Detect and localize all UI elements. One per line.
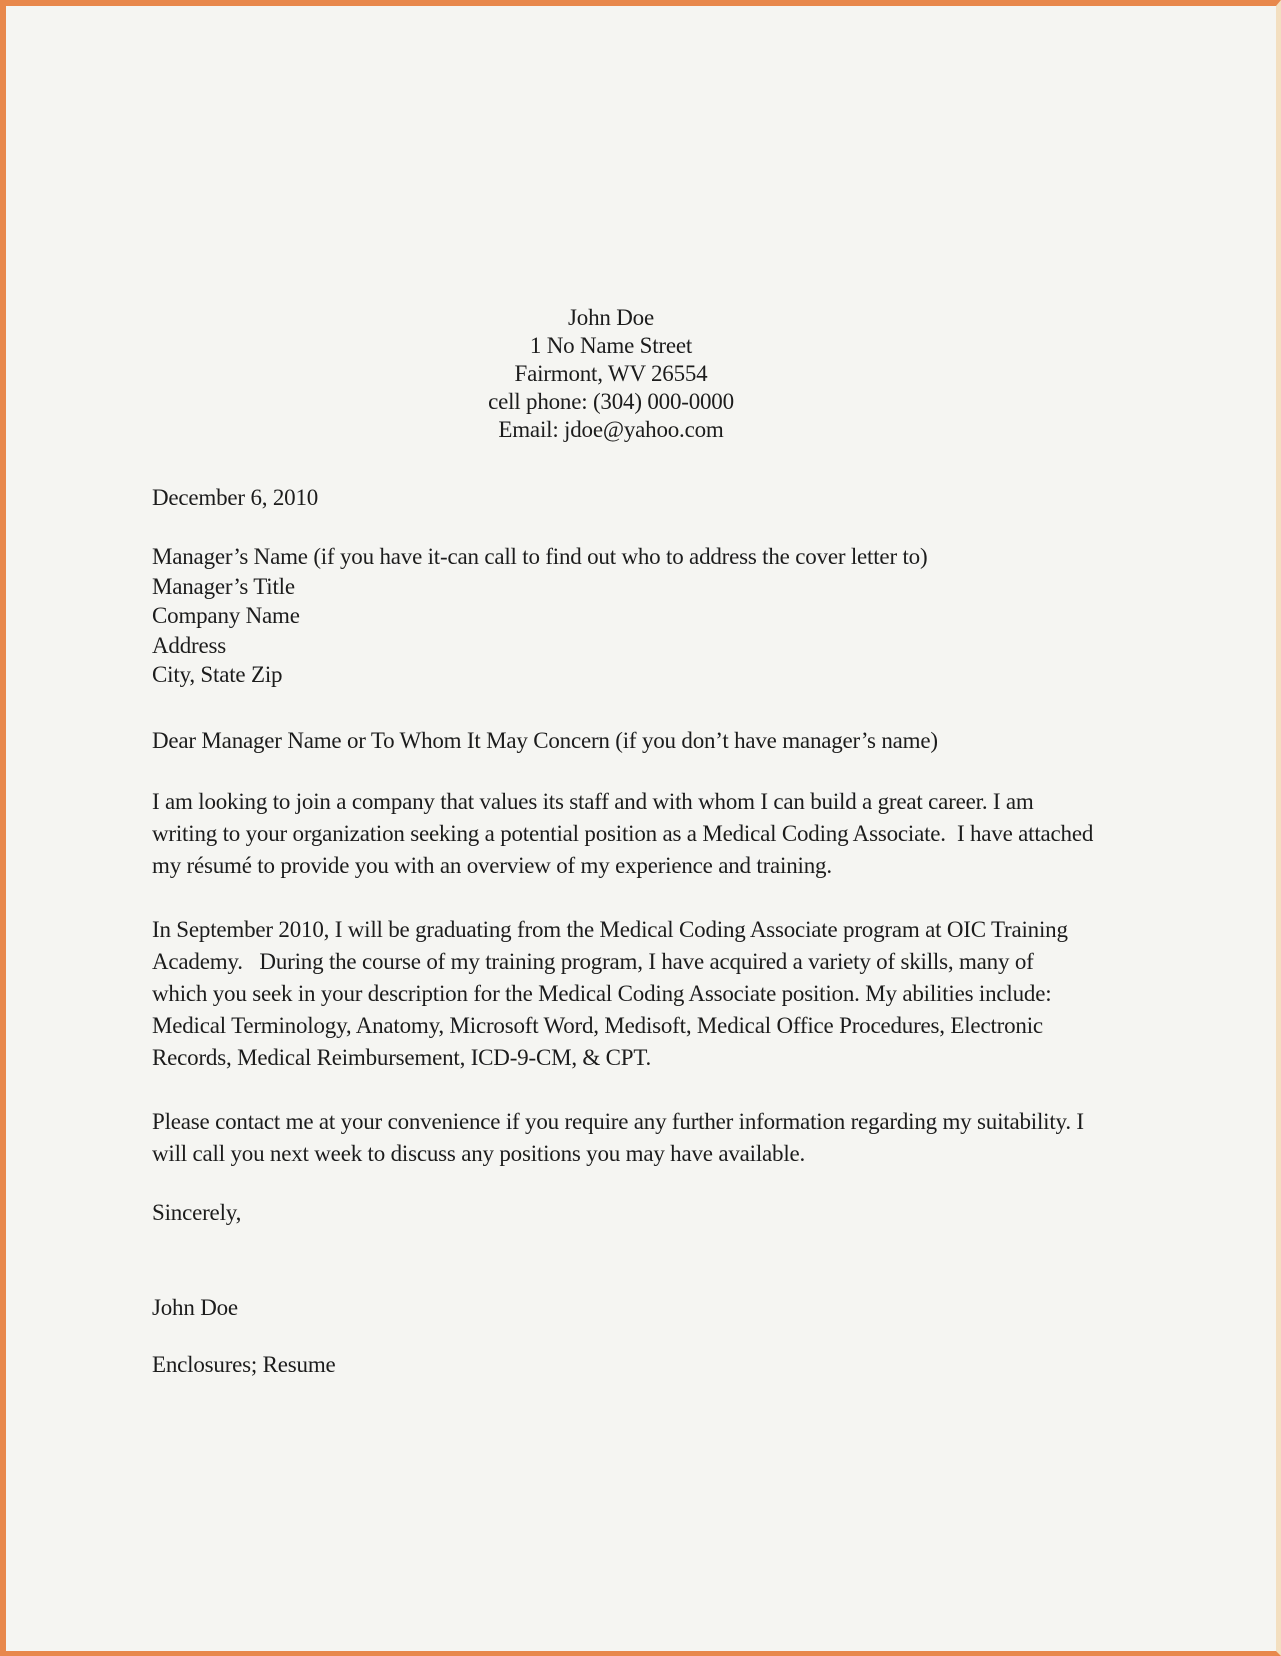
salutation-line: Dear Manager Name or To Whom It May Concern (if you don’t have manager’s name) [152, 727, 938, 753]
recipient-address-block [152, 542, 1094, 690]
signature-name: John Doe [152, 1294, 238, 1320]
sender-city-state-zip: Fairmont, WV 26554 [514, 361, 708, 386]
sender-name: John Doe [568, 305, 654, 330]
paragraph-intro: I am looking to join a company that values its staff and with whom I can build a great career. I am writing to your organization seeking a potential position as a Medical Coding Associate. I have attached my résumé to provide you with an overview of my experience and training. [152, 788, 1099, 878]
paragraph-qualifications: In September 2010, I will be graduating from the Medical Coding Associate program at OIC Training Academy. During the course of my training program, I have acquired a variety of skills, many of which you seek in your description for the Medical Coding Associate position. My abilities include: Medical Terminology, Anatomy, Microsoft Word, Medisoft, Medical Office Procedures, Electronic Records, Medical Reimbursement, ICD-9-CM, & CPT. [152, 916, 1073, 1070]
sender-street: 1 No Name Street [529, 333, 693, 358]
paragraph-follow-up: Please contact me at your convenience if you require any further information regarding my suitability. I will call you next week to discuss any positions you may have available. [152, 1108, 1090, 1166]
recipient-city-state-zip: City, State Zip [152, 662, 283, 687]
recipient-company-name: Company Name [152, 603, 300, 628]
letter-body [6, 6, 1276, 1651]
recipient-address: Address [152, 632, 226, 658]
sender-email: Email: jdoe@yahoo.com [498, 417, 724, 442]
enclosures-line: Enclosures; Resume [152, 1351, 336, 1377]
sender-contact-block [140, 304, 1082, 444]
sender-phone: cell phone: (304) 000-0000 [488, 389, 734, 414]
recipient-manager-title: Manager’s Title [152, 573, 295, 599]
recipient-manager-name: Manager’s Name (if you have it-can call to find out who to address the cover letter to) [152, 544, 928, 569]
closing-line: Sincerely, [152, 1199, 242, 1225]
letter-date: December 6, 2010 [152, 485, 319, 510]
